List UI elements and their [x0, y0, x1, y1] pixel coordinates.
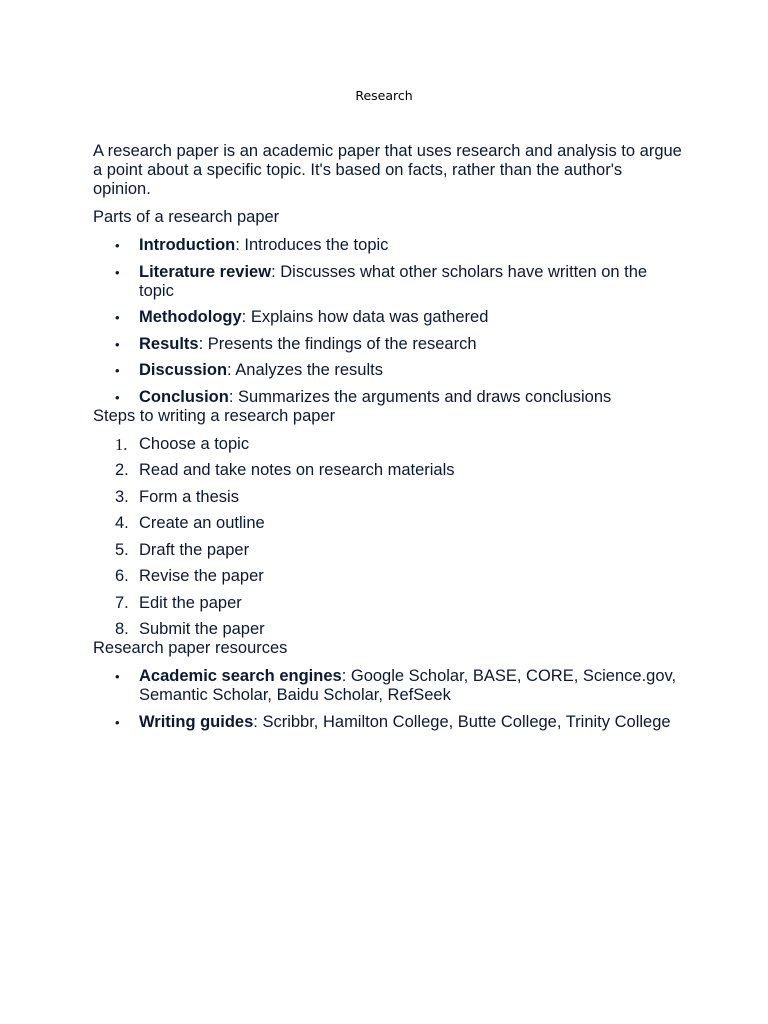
item-description: : Introduces the topic [235, 236, 389, 254]
list-item [93, 667, 683, 705]
list-item [93, 713, 683, 732]
intro-paragraph: A research paper is an academic paper that uses research and analysis to argue a point about a specific topic. It's based on facts, rather than the author's opinion. [93, 142, 682, 198]
list-item [93, 263, 683, 301]
list-item [93, 567, 683, 586]
list-item [93, 514, 683, 533]
item-description: : Scribbr, Hamilton College, Butte College, Trinity College [253, 712, 671, 731]
parts-heading: Parts of a research paper [93, 208, 280, 226]
list-item [93, 236, 683, 255]
step-text: Form a thesis [139, 487, 239, 506]
item-term: Results [139, 334, 199, 353]
step-number: 2. [115, 461, 129, 479]
bullet-icon: • [115, 669, 120, 684]
step-number: 7. [115, 593, 129, 612]
step-number: 8. [115, 620, 129, 638]
list-item [93, 594, 683, 613]
item-term: Discussion [139, 361, 228, 379]
steps-heading: Steps to writing a research paper [93, 406, 336, 425]
step-number: 3. [115, 487, 129, 506]
bullet-icon: • [115, 363, 120, 378]
step-number: 6. [115, 567, 129, 585]
item-description: : Summarizes the arguments and draws conclusions [228, 387, 612, 406]
step-text: Choose a topic [139, 434, 250, 453]
item-description: : Analyzes the results [227, 361, 383, 379]
item-term: Introduction [139, 236, 236, 254]
document-body [93, 142, 683, 732]
item-description: : Presents the findings of the research [198, 334, 477, 353]
page-header: Research [355, 88, 413, 103]
item-term: Academic search engines [139, 667, 342, 685]
item-term: Literature review [139, 262, 272, 281]
list-item [93, 361, 683, 380]
bullet-icon: • [115, 264, 120, 280]
steps-list [93, 435, 683, 640]
list-item [93, 461, 683, 480]
list-item [93, 488, 683, 507]
list-item [93, 388, 683, 407]
bullet-icon: • [115, 310, 120, 325]
item-term: Methodology [139, 308, 242, 326]
list-item [93, 308, 683, 327]
item-term: Writing guides [139, 712, 254, 731]
item-description: : Explains how data was gathered [241, 308, 489, 326]
step-text: Draft the paper [139, 540, 250, 559]
list-item [93, 541, 683, 560]
bullet-icon: • [115, 238, 120, 253]
step-text: Revise the paper [139, 567, 264, 585]
list-item [93, 335, 683, 354]
step-text: Edit the paper [139, 593, 242, 612]
resources-list [93, 667, 683, 732]
bullet-icon: • [115, 336, 120, 352]
parts-list [93, 236, 683, 407]
step-number: 4. [115, 514, 129, 532]
list-item [93, 620, 683, 639]
resources-heading: Research paper resources [93, 639, 288, 657]
bullet-icon: • [115, 714, 120, 730]
item-description: : Google Scholar, BASE, CORE, Science.gov, Semantic Scholar, Baidu Scholar, RefSeek [139, 667, 677, 704]
step-text: Read and take notes on research materials [139, 461, 455, 479]
item-term: Conclusion [139, 387, 229, 406]
step-number: 5. [115, 540, 129, 559]
step-text: Submit the paper [139, 620, 265, 638]
list-item [93, 435, 683, 454]
item-description: : Discusses what other scholars have written on the topic [139, 262, 648, 300]
step-text: Create an outline [139, 514, 265, 532]
step-number: 1. [115, 434, 128, 454]
bullet-icon: • [115, 389, 120, 405]
